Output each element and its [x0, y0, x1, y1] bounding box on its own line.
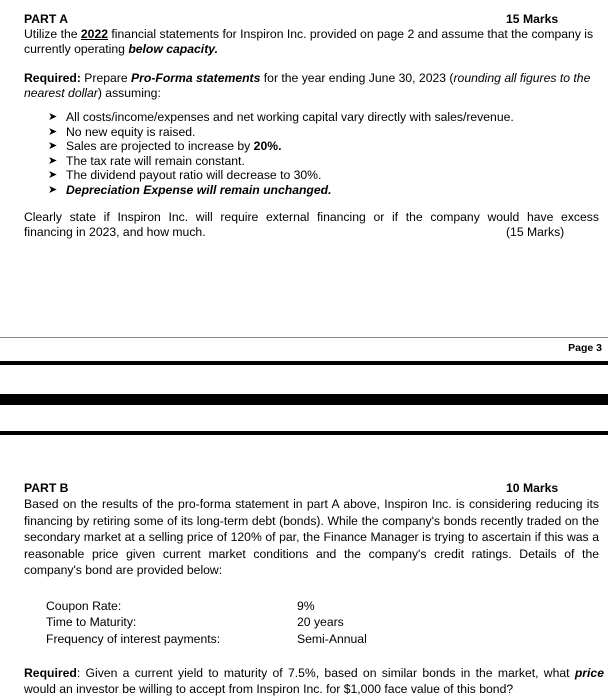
spec-label-maturity: Time to Maturity:: [46, 615, 137, 629]
required-italic: rounding all figures to the nearest dollar: [24, 71, 591, 100]
closing-line-2: financing in 2023, and how much.: [24, 225, 206, 239]
part-b-required-line-1: Required: Given a current yield to maturity of 7.5%, based on similar bonds in the market, what price: [24, 666, 604, 680]
closing-marks: (15 Marks): [506, 225, 565, 239]
part-b-required-emph: price: [574, 666, 604, 680]
part-b-required-line-2: would an investor be willing to accept from Inspiron Inc. for $1,000 face value of this bond?: [24, 681, 514, 696]
intro-year: 2022: [80, 27, 109, 41]
required-emph: Pro-Forma statements: [131, 71, 261, 85]
spec-value-coupon: 9%: [297, 599, 315, 613]
intro-mid: financial statements for Inspiron Inc. provided on page 2 and assume that the company is currently operating: [24, 27, 594, 56]
intro-emph: below capacity.: [128, 41, 218, 56]
spec-label-coupon: Coupon Rate:: [46, 599, 122, 613]
part-a-required: [24, 71, 604, 100]
arrow-bullet-icon: ➤: [48, 169, 58, 182]
assumptions-list: [48, 110, 514, 198]
page-number: Page 3: [568, 342, 602, 354]
page-break-rule-bottom: [0, 431, 608, 435]
part-a-heading: PART A: [24, 12, 69, 26]
part-a-marks: 15 Marks: [506, 12, 559, 26]
part-a-intro: [24, 27, 604, 56]
list-item: ➤ Depreciation Expense will remain unchanged.: [48, 182, 332, 197]
page-footer-rule: [0, 337, 608, 338]
arrow-bullet-icon: ➤: [48, 140, 58, 153]
part-b-heading: PART B: [24, 481, 69, 495]
list-item: ➤ The tax rate will remain constant.: [48, 153, 245, 168]
part-b-required: [24, 666, 604, 697]
required-mid: for the year ending June 30, 2023 (: [260, 71, 454, 85]
required-label: Required:: [24, 71, 81, 85]
page-break-rule-top: [0, 361, 608, 365]
spec-value-maturity: 20 years: [297, 615, 344, 629]
intro-pre: Utilize the: [24, 27, 81, 41]
spec-value-frequency: Semi-Annual: [297, 632, 367, 646]
list-item: ➤ Sales are projected to increase by 20%.: [48, 139, 282, 154]
part-b-paragraph: Based on the results of the pro-forma statement in part A above, Inspiron Inc. is considering reducing its financing by retiring some of its long-term debt (bonds). While the company's bonds recently traded on the secondary market at a selling price of 120% of par, the Finance Manager is trying to ascertain if this was a reasonable price given current market conditions and the company's credit ratings. Details of the company's bond are provided below:: [24, 497, 599, 577]
part-b-marks: 10 Marks: [506, 481, 559, 495]
required-pre: Prepare: [80, 71, 132, 85]
required-post: ) assuming:: [97, 85, 161, 100]
arrow-bullet-icon: ➤: [48, 111, 58, 123]
list-item: ➤ No new equity is raised.: [48, 124, 196, 139]
list-item: ➤ All costs/income/expenses and net working capital vary directly with sales/revenue.: [48, 110, 514, 124]
spec-label-frequency: Frequency of interest payments:: [46, 632, 221, 646]
arrow-bullet-icon: ➤: [48, 125, 58, 138]
list-item: ➤ The dividend payout ratio will decrease to 30%.: [48, 168, 322, 183]
arrow-bullet-icon: ➤: [48, 183, 58, 196]
part-b-required-label: Required: [24, 666, 77, 680]
page-break-band: [0, 394, 608, 405]
closing-line-1: Clearly state if Inspiron Inc. will require external financing or if the company would have excess: [24, 210, 599, 224]
arrow-bullet-icon: ➤: [48, 154, 58, 167]
